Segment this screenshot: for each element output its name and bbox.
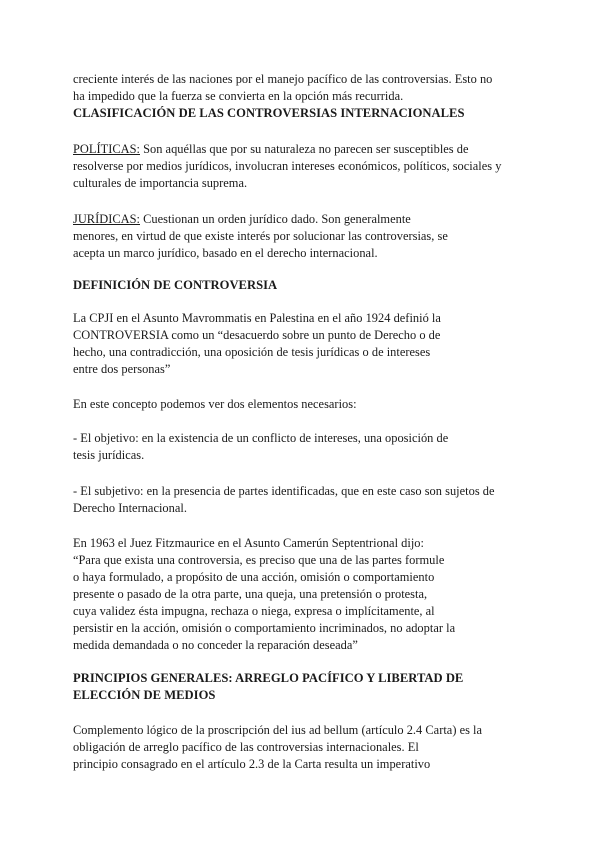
paragraph-line: En 1963 el Juez Fitzmaurice en el Asunto Camerún Septentrional dijo: xyxy=(73,536,424,550)
juridicas-label: JURÍDICAS: xyxy=(73,212,140,226)
politicas-text: Son aquéllas que por su naturaleza no parecen ser susceptibles de xyxy=(139,142,469,156)
paragraph-line: menores, en virtud de que existe interés por solucionar las controversias, se xyxy=(73,229,448,243)
quote-line: o haya formulado, a propósito de una acción, omisión o comportamiento xyxy=(73,570,435,584)
section-heading-principios: PRINCIPIOS GENERALES: ARREGLO PACÍFICO Y LIBERTAD DE xyxy=(73,671,464,685)
section-heading-principios-cont: ELECCIÓN DE MEDIOS xyxy=(73,688,216,702)
paragraph-line: resolverse por medios jurídicos, involucran intereses económicos, políticos, sociales y xyxy=(73,159,502,173)
paragraph-line: - El subjetivo: en la presencia de partes identificadas, que en este caso son sujetos de xyxy=(73,484,495,498)
paragraph-line: ha impedido que la fuerza se convierta en la opción más recurrida. xyxy=(73,89,404,103)
paragraph-line: obligación de arreglo pacífico de las controversias internacionales. El xyxy=(73,740,419,754)
paragraph-line: principio consagrado en el artículo 2.3 de la Carta resulta un imperativo xyxy=(73,757,431,771)
quote-line: “Para que exista una controversia, es preciso que una de las partes formule xyxy=(73,553,445,567)
juridicas-line xyxy=(73,211,411,228)
paragraph-line: hecho, una contradicción, una oposición de tesis jurídicas o de intereses xyxy=(73,345,431,359)
section-heading-clasificacion: CLASIFICACIÓN DE LAS CONTROVERSIAS INTERNACIONALES xyxy=(73,106,465,120)
paragraph-line: creciente interés de las naciones por el manejo pacífico de las controversias. Esto no xyxy=(73,72,493,86)
quote-line: medida demandada o no conceder la reparación deseada” xyxy=(73,638,358,652)
politicas-line xyxy=(73,141,469,158)
paragraph-line: tesis jurídicas. xyxy=(73,448,145,462)
juridicas-text: Cuestionan un orden jurídico dado. Son generalmente xyxy=(139,212,411,226)
paragraph-line: culturales de importancia suprema. xyxy=(73,176,248,190)
politicas-label: POLÍTICAS: xyxy=(73,142,140,156)
paragraph-line: entre dos personas” xyxy=(73,362,171,376)
quote-line: presente o pasado de la otra parte, una queja, una pretensión o protesta, xyxy=(73,587,428,601)
paragraph-line: Derecho Internacional. xyxy=(73,501,187,515)
paragraph-line: La CPJI en el Asunto Mavrommatis en Palestina en el año 1924 definió la xyxy=(73,311,441,325)
paragraph-line: - El objetivo: en la existencia de un conflicto de intereses, una oposición de xyxy=(73,431,449,445)
section-heading-definicion: DEFINICIÓN DE CONTROVERSIA xyxy=(73,278,278,292)
paragraph-line: En este concepto podemos ver dos elementos necesarios: xyxy=(73,397,357,411)
paragraph-line: CONTROVERSIA como un “desacuerdo sobre un punto de Derecho o de xyxy=(73,328,441,342)
quote-line: cuya validez ésta impugna, rechaza o niega, expresa o implícitamente, al xyxy=(73,604,435,618)
quote-line: persistir en la acción, omisión o comportamiento incriminados, no adoptar la xyxy=(73,621,456,635)
paragraph-line: Complemento lógico de la proscripción del ius ad bellum (artículo 2.4 Carta) es la xyxy=(73,723,483,737)
paragraph-line: acepta un marco jurídico, basado en el derecho internacional. xyxy=(73,246,378,260)
